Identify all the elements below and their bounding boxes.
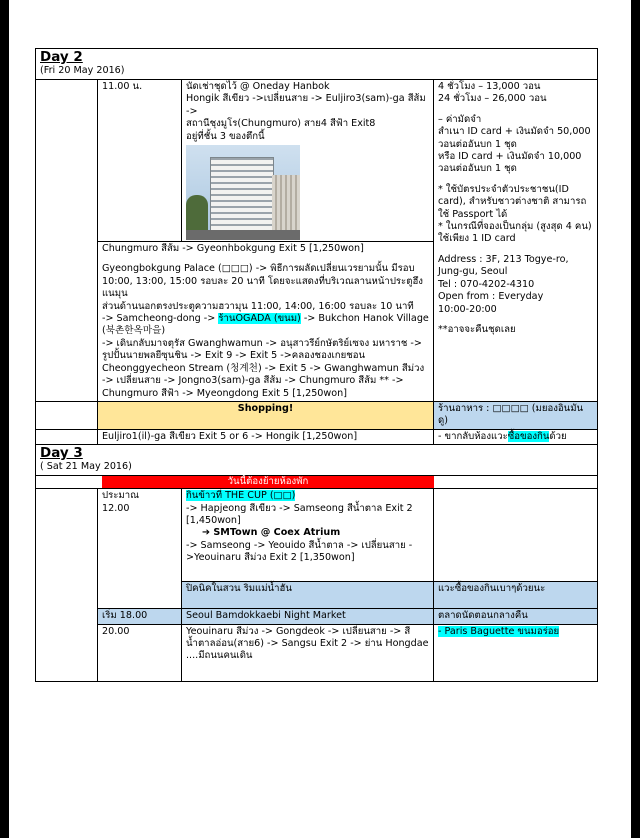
smtown-text: SMTown @ Coex Atrium bbox=[213, 527, 341, 539]
return-pre: - ขากลับห้องแวะ bbox=[438, 430, 508, 442]
route-samseong: -> Samseong -> Yeouido สีน้ำตาล -> เปลี่ยนสาย ->Yeouinaru สีม่วง Exit 2 [1,350won] bbox=[186, 539, 413, 564]
building-photo-icon bbox=[186, 145, 300, 240]
palace-text: Gyeongbokgung Palace (□□□) -> พิธีการผลัดเปลี่ยนเวรยามนั้น มีรอบ 10:00, 13:00, 15:00 รอบละ 20 นาที โดยจะแสดงที่บริเวณลานหน้าประตูฮึงแนมุน bbox=[102, 263, 423, 300]
samcheong-pre: -> Samcheong-dong -> bbox=[102, 313, 219, 325]
address-line-1: Address : 3F, 213 Togye-ro, bbox=[438, 253, 569, 265]
price-24h: 24 ชั่วโมง – 26,000 วอน bbox=[438, 93, 547, 105]
walk-route: -> เดินกลับมาจตุรัส Gwanghwamun -> อนุสาวรีย์กษัตริย์เซจง มหาราช -> รูปปั้นนายพลยีซุนชิน -> Exit 9 -> Exit 5 ->คลองชองเกยชอน Cheonggyecheon Stream (청계천) -> Exit 5 -> Gwanghwamun สีม่วง -> เปลี่ยนสาย -> Jongno3(sam)-ga สีส้ม -> Chungmuro สีส้ม ** -> Chungmuro สีฟ้า -> Myeongdong Exit 5 [1,250won] bbox=[102, 337, 425, 399]
day2-row-return bbox=[36, 429, 598, 444]
day2-time-cell: 11.00 น. bbox=[98, 80, 182, 242]
open-days: Open from : Everyday bbox=[438, 291, 544, 303]
hongdae-route-cell: Yeouinaru สีม่วง -> Gongdeok -> เปลี่ยนสาย -> สีน้ำตาลอ่อน(สาย6) -> Sangsu Exit 2 -> ย่าน Hongdae ....มีถนนคนเดิน bbox=[182, 624, 434, 681]
day2-row-hanbok bbox=[36, 80, 598, 242]
arrow-right-icon: ➔ bbox=[202, 527, 214, 539]
lunch-time-cell bbox=[98, 489, 182, 609]
deposit-option-1: สำเนา ID card + เงินมัดจำ 50,000 วอนต่ออันบก 1 ชุด bbox=[438, 126, 591, 150]
night-time-cell: เริ่ม 18.00 bbox=[98, 609, 182, 624]
open-hours: 10:00-20:00 bbox=[438, 303, 497, 315]
paris-baguette-highlight: - Paris Baguette ขนมอร่อย bbox=[438, 625, 560, 637]
hongdae-note-cell bbox=[434, 624, 598, 681]
day2-header-row bbox=[36, 49, 598, 80]
hanbok-line-1: นัดเช่าชุดไว้ @ Oneday Hanbok bbox=[186, 81, 330, 92]
route-chungmuro: Chungmuro สีส้ม -> Gyeonhbokgung Exit 5 [1,250won] bbox=[102, 243, 364, 255]
deposit-option-2: หรือ ID card + เงินมัดจำ 10,000 วอนต่ออันบก 1 ชุด bbox=[438, 151, 582, 175]
move-room-banner: วันนี้ต้องย้ายห้องพัก bbox=[102, 476, 434, 488]
night-market-cell: Seoul Bamdokkaebi Night Market bbox=[182, 609, 434, 624]
day3-title: Day 3 bbox=[40, 445, 83, 462]
lunch-right-cell bbox=[434, 489, 598, 582]
day3-row-lunch bbox=[36, 489, 598, 582]
samcheong-post: -> Bukchon Hanok Village (북촌한옥마을) bbox=[102, 313, 429, 337]
group-note: * ในกรณีที่จองเป็นกลุ่ม (สูงสุด 4 คน) ใช้เพียง 1 ID card bbox=[438, 221, 592, 245]
the-cup-highlight: กินข้าวที่ THE CUP (□□) bbox=[186, 490, 296, 502]
picnic-note-cell: แวะซื้อของกินเบาๆด้วยนะ bbox=[434, 582, 598, 609]
night-note-cell: ตลาดนัดตอนกลางคืน bbox=[434, 609, 598, 624]
picnic-cell: ปิคนิคในสวน ริมแม่น้ำฮัน bbox=[182, 582, 434, 609]
price-4h: 4 ชั่วโมง – 13,000 วอน bbox=[438, 81, 541, 92]
route-hapjeong: -> Hapjeong สีเขียว -> Samseong สีน้ำตาล Exit 2 [1,450won] bbox=[186, 502, 413, 526]
return-post: ด้วย bbox=[549, 430, 567, 442]
restaurant-cell: ร้านอาหาร : □□□□ (มยองอินมันดู) bbox=[434, 401, 598, 429]
day3-row-night bbox=[36, 609, 598, 624]
smtown-line bbox=[186, 527, 429, 539]
lunch-time-2: 12.00 bbox=[102, 502, 130, 514]
hanbok-info-cell bbox=[434, 80, 598, 402]
day2-empty-cell bbox=[36, 80, 98, 402]
day3-row-hongdae bbox=[36, 624, 598, 681]
itinerary-table bbox=[35, 48, 598, 682]
day2-hanbok-cell bbox=[182, 80, 434, 242]
day3-empty-cell bbox=[36, 489, 98, 681]
day2-title: Day 2 bbox=[40, 49, 83, 65]
samcheong-route bbox=[102, 313, 429, 338]
palace-text-2: ส่วนด้านนอกตรงประตูความฮวามุน 11:00, 14:00, 16:00 รอบละ 10 นาที bbox=[102, 300, 414, 312]
lunch-time-1: ประมาณ bbox=[102, 490, 140, 502]
hanbok-line-3: สถานีชุงมูโร(Chungmuro) สาย4 สีฟ้า Exit8 bbox=[186, 118, 376, 130]
hanbok-line-2: Hongik สีเขียว ->เปลี่ยนสาย -> Euljiro3(sam)-ga สีส้ม -> bbox=[186, 93, 426, 117]
id-note: * ใช้บัตรประจำตัวประชาชน(ID card), สำหรับชาวต่างชาติ สามารถใช้ Passport ได้ bbox=[438, 183, 587, 220]
return-empty-cell bbox=[36, 429, 98, 444]
deposit-title: – ค่ามัดจำ bbox=[438, 113, 482, 125]
day3-date: ( Sat 21 May 2016) bbox=[40, 461, 132, 473]
return-route: Euljiro1(il)-ga สีเขียว Exit 5 or 6 -> Hongik [1,250won] bbox=[98, 429, 434, 444]
day2-row-shopping bbox=[36, 401, 598, 429]
palace-route-cell bbox=[98, 242, 434, 402]
address-line-2: Jung-gu, Seoul bbox=[438, 266, 508, 278]
hongdae-time-cell: 20.00 bbox=[98, 624, 182, 681]
return-note-cell bbox=[434, 429, 598, 444]
hanbok-line-4: อยู่ที่ชั้น 3 ของตึกนี้ bbox=[186, 130, 265, 142]
snack-highlight: ซื้อของกิน bbox=[507, 430, 550, 442]
shopping-label: Shopping! bbox=[98, 401, 434, 429]
day3-header-row bbox=[36, 445, 598, 476]
tel: Tel : 070-4202-4310 bbox=[438, 278, 535, 290]
day3-banner-row bbox=[36, 476, 598, 489]
ogada-highlight: ร้านOGADA (ขนม) bbox=[218, 313, 301, 325]
return-note: **อาจจะคืนชุดเลย bbox=[438, 323, 516, 335]
lunch-route-cell bbox=[182, 489, 434, 582]
day2-date: (Fri 20 May 2016) bbox=[40, 65, 125, 76]
shopping-empty-cell bbox=[36, 401, 98, 429]
